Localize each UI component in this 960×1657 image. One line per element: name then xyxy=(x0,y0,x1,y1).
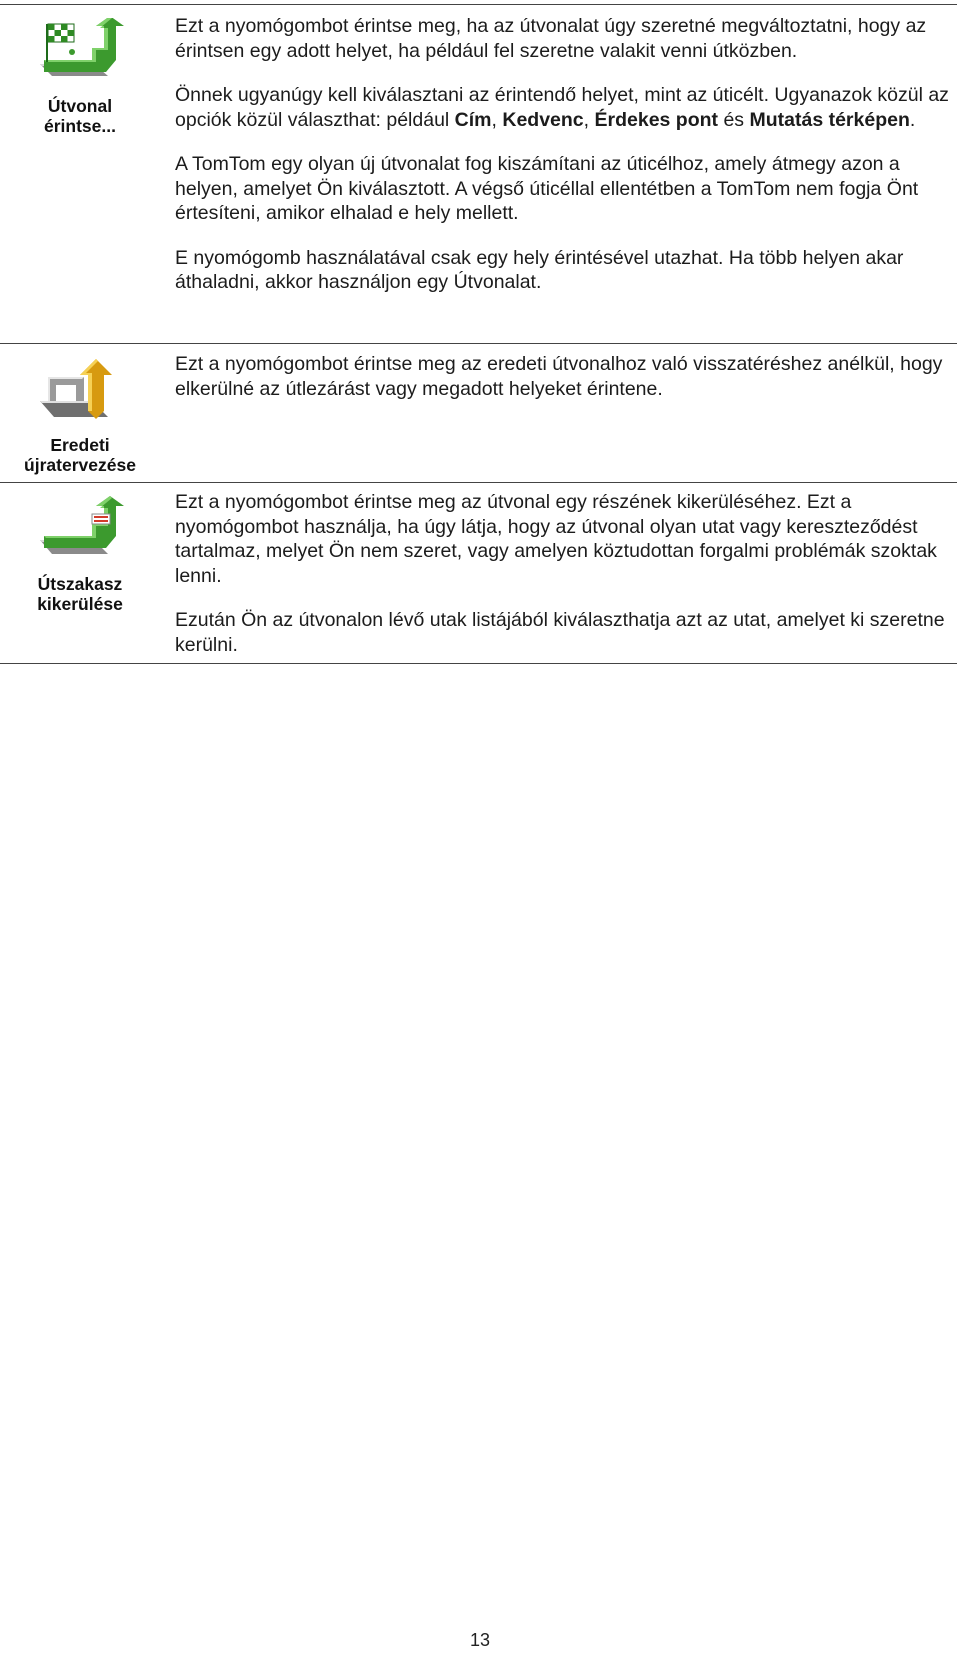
page-number: 13 xyxy=(469,1630,491,1650)
recalc-original-label-line-2: újratervezése xyxy=(24,455,136,475)
route-via-p2-bold-map: Mutatás térképen xyxy=(749,108,910,131)
route-via-p2-sep-1: , xyxy=(491,108,503,131)
route-via-p2-sep-3: és xyxy=(718,108,750,131)
bottom-rule xyxy=(0,663,957,664)
route-via-description xyxy=(175,14,955,315)
route-via-p2-sep-2: , xyxy=(583,108,595,131)
avoid-road-button[interactable] xyxy=(0,496,160,614)
route-via-paragraph-4: E nyomógomb használatával csak egy hely érintésével utazhat. Ha több helyen akar áthaladni, akkor használjon egy Útvonalat. xyxy=(175,246,904,293)
recalc-original-label-line-1: Eredeti xyxy=(50,435,110,455)
route-via-label-line-2: érintse... xyxy=(44,116,116,136)
top-rule xyxy=(0,4,957,5)
recalculate-original-icon xyxy=(34,357,126,423)
route-via-button[interactable] xyxy=(0,18,160,136)
route-via-p2-bold-poi: Érdekes pont xyxy=(594,108,719,131)
avoid-road-paragraph-2: Ezután Ön az útvonalon lévő utak listájából kiválaszthatja azt az utat, amelyet ki szeretne kerülni. xyxy=(175,609,945,656)
avoid-road-label-line-2: kikerülése xyxy=(37,594,123,614)
recalc-original-description xyxy=(175,352,955,421)
avoid-road-paragraph-1: Ezt a nyomógombot érintse meg az útvonal egy részének kikerüléséhez. Ezt a nyomógombot használja, ha úgy látja, hogy az útvonal olyan utat vagy kereszteződést tartalmaz, melyet Ön nem szeret, vagy amelyen köztudottan forgalmi problémák szoktak lenni. xyxy=(175,491,937,587)
route-via-flag-icon xyxy=(34,18,126,84)
recalc-original-paragraph-1: Ezt a nyomógombot érintse meg az eredeti útvonalhoz való visszatéréshez anélkül, hogy elkerülné az útlezárást vagy megadott helyeket érintene. xyxy=(175,353,943,400)
route-via-p2-bold-address: Cím xyxy=(454,108,492,131)
route-via-paragraph-3: A TomTom egy olyan új útvonalat fog kiszámítani az úticélhoz, amely átmegy azon a helyen, amelyet Ön kiválasztott. A végső úticéllal ellentétben a TomTom nem fogja Önt értesíteni, amikor elhalad e hely mellett. xyxy=(175,153,919,224)
route-via-paragraph-2 xyxy=(175,83,955,132)
section-divider-1 xyxy=(0,343,957,344)
avoid-road-description xyxy=(175,490,955,677)
route-via-p2-text: Önnek ugyanúgy kell kiválasztani az érintendő helyet, mint az úticélt. Ugyanazok közül az opciók közül választhat: például xyxy=(175,84,949,131)
route-via-label-line-1: Útvonal xyxy=(47,96,113,116)
avoid-road-section-icon xyxy=(34,496,126,562)
avoid-road-label-line-1: Útszakasz xyxy=(37,574,123,594)
route-via-paragraph-1: Ezt a nyomógombot érintse meg, ha az útvonalat úgy szeretné megváltoztatni, hogy az érintsen egy adott helyet, ha például fel szeretne valakit venni útközben. xyxy=(175,15,927,62)
route-via-p2-bold-favourite: Kedvenc xyxy=(502,108,584,131)
section-divider-2 xyxy=(0,482,957,483)
route-via-p2-end: . xyxy=(909,108,916,131)
recalc-original-button[interactable] xyxy=(0,357,160,475)
